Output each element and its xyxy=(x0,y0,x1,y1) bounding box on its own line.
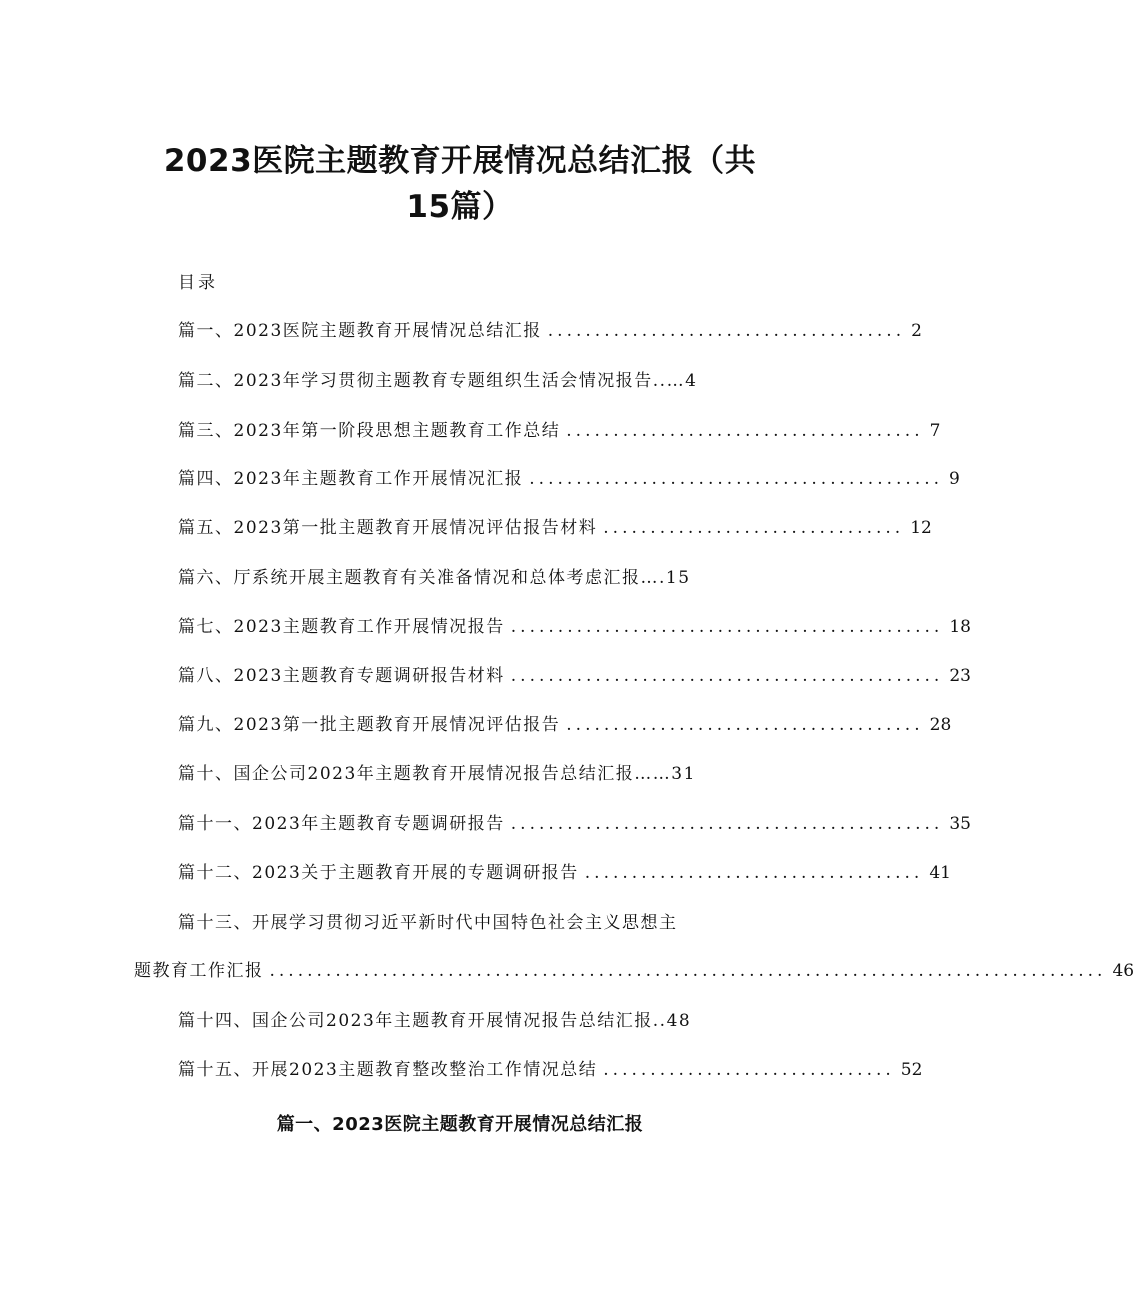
toc-entry[interactable] xyxy=(178,515,932,541)
toc-entry[interactable] xyxy=(178,466,960,492)
toc-entry-leader: ...................................... xyxy=(566,421,924,441)
toc-entry-page: 7 xyxy=(929,421,941,441)
toc-entry[interactable] xyxy=(178,663,971,689)
toc-entry[interactable] xyxy=(178,761,772,787)
toc-entry-page: 23 xyxy=(949,666,971,686)
toc-entry-label: 篇六、厅系统开展主题教育有关准备情况和总体考虑汇报….15 xyxy=(178,568,691,588)
toc-entry[interactable] xyxy=(178,712,952,738)
toc-entry-label: 篇十一、2023年主题教育专题调研报告 xyxy=(178,814,505,834)
toc-entry-label: 篇二、2023年学习贯彻主题教育专题组织生活会情况报告..…4 xyxy=(178,371,698,391)
toc-entry[interactable] xyxy=(178,860,951,886)
toc-entry[interactable] xyxy=(178,910,738,936)
toc-entry-leader: .............................................. xyxy=(510,814,944,834)
toc-entry[interactable] xyxy=(178,368,772,394)
toc-entry[interactable] xyxy=(178,318,922,344)
toc-entry-label: 篇九、2023第一批主题教育开展情况评估报告 xyxy=(178,715,561,735)
toc-entry[interactable] xyxy=(178,614,971,640)
toc-entry-label: 篇五、2023第一批主题教育开展情况评估报告材料 xyxy=(178,518,598,538)
toc-heading: 目录 xyxy=(178,273,218,293)
toc-entry-label: 篇七、2023主题教育工作开展情况报告 xyxy=(178,617,505,637)
toc-entry-label: 篇十五、开展2023主题教育整改整治工作情况总结 xyxy=(178,1060,598,1080)
toc-entry-continuation[interactable] xyxy=(134,958,1134,984)
toc-entry-leader: .............................................. xyxy=(510,666,944,686)
toc-entry-page: 9 xyxy=(949,469,960,489)
toc-entry-leader: ................................ xyxy=(603,518,905,538)
toc-entry[interactable] xyxy=(178,1057,923,1083)
toc-entry-page: 12 xyxy=(910,518,932,538)
toc-entry-leader: ...................................... xyxy=(566,715,924,735)
toc-entry-label: 篇十三、开展学习贯彻习近平新时代中国特色社会主义思想主 xyxy=(178,913,678,933)
document-title xyxy=(140,138,780,230)
toc-entry-page: 28 xyxy=(929,715,952,735)
toc-entry[interactable] xyxy=(178,565,772,591)
section-heading: 篇一、2023医院主题教育开展情况总结汇报 xyxy=(276,1114,644,1135)
toc-entry-label: 篇十、国企公司2023年主题教育开展情况报告总结汇报……31 xyxy=(178,764,696,784)
toc-entry-label: 篇十二、2023关于主题教育开展的专题调研报告 xyxy=(178,863,579,883)
toc-entry-page: 46 xyxy=(1112,961,1134,981)
toc-entry[interactable] xyxy=(178,1008,772,1034)
toc-entry[interactable] xyxy=(178,418,941,444)
title-line-1: 2023医院主题教育开展情况总结汇报（共 xyxy=(163,143,757,179)
toc-entry-page: 35 xyxy=(949,814,971,834)
toc-entry-page: 41 xyxy=(929,863,951,883)
toc-entry-label: 篇八、2023主题教育专题调研报告材料 xyxy=(178,666,505,686)
toc-entry-label: 篇一、2023医院主题教育开展情况总结汇报 xyxy=(178,321,542,341)
toc-entry-label: 题教育工作汇报 xyxy=(134,961,264,981)
toc-entry-page: 2 xyxy=(911,321,922,341)
title-line-2: 15篇） xyxy=(406,189,514,225)
toc-entry-label: 篇十四、国企公司2023年主题教育开展情况报告总结汇报..48 xyxy=(178,1011,692,1031)
toc-entry-leader: .............................................. xyxy=(510,617,944,637)
toc-entry-leader: .................................... xyxy=(584,863,924,883)
toc-entry-label: 篇三、2023年第一阶段思想主题教育工作总结 xyxy=(178,421,561,441)
toc-entry-leader: ............................... xyxy=(603,1060,895,1080)
toc-entry-leader: ............................................ xyxy=(529,469,944,489)
toc-entry-leader: ......................................................................................... xyxy=(269,961,1107,981)
toc-entry-leader: ...................................... xyxy=(547,321,906,341)
toc-entry[interactable] xyxy=(178,811,971,837)
toc-entry-label: 篇四、2023年主题教育工作开展情况汇报 xyxy=(178,469,524,489)
toc-entry-page: 18 xyxy=(949,617,971,637)
toc-entry-page: 52 xyxy=(900,1060,923,1080)
